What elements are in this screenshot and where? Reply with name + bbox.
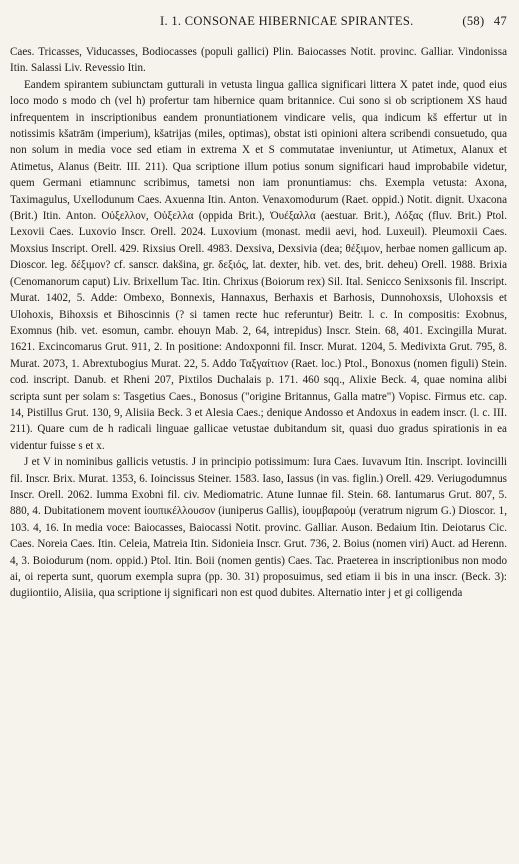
paragraph-3: J et V in nominibus gallicis vetustis. J in principio potissimum: Iura Caes. Iuvavum Itin. Inscript. Iovincilli fil. Inscr. Brix. Murat. 1353, 6. Ioincissus Steiner. 1583. Iaso, Iassus (in vas. figlin.) Orell. 429. Veriugodumnus Inscr. Orell. 2062. Iumma Exobni fil. civ. Mediomatric. Atune Iunnae fil. Stein. 68. Iantumarus Grut. 807, 5. 880, 4. Dubitationem movent ἰουπικέλλουσον (iuniperus Gallis), ἰουμβαρούμ (veratrum nigrum G.) Dioscor. 1, 103. 4, 16. In media voce: Baiocasses, Baiocassi Notit. provinc. Galliar. Auson. Bedaium Itin. Deiotarus Cic. Caes. Noreia Caes. Itin. Celeia, Matreia Itin. Sidonieia Inscr. Grut. 736, 2. Boius (nomen viri) Auct. ad Herenn. 4, 3. Boiodurum (nom. oppid.) Ptol. Itin. Boii (nomen gentis) Caes. Tac. Praeterea in inscriptionibus non modo ai, oi reperta sunt, quorum exempla supra (pp. 30. 31) proposuimus, sed etiam ii bis in una inscr. (Beck. 3): dugiiontiio, Alisiia, qua scriptione ij significari non est quod dubites. Alternatio inter j et gi colligenda [10,456,507,600]
page-numbers [456,14,507,29]
running-title: I. 1. CONSONAE HIBERNICAE SPIRANTES. [160,14,414,28]
body-text [10,44,507,602]
paragraph-1: Caes. Tricasses, Viducasses, Bodiocasses (populi gallici) Plin. Baiocasses Notit. provinc. Galliar. Vindonissa Itin. Salassi Liv. Revessio Itin. [10,46,507,75]
folio-number: (58) [462,14,485,28]
page-number: 47 [493,14,507,28]
running-header [10,14,507,38]
paragraph-2: Eandem spirantem subiunctam gutturali in vetusta lingua gallica significari littera X patet inde, quod eius loco modo s modo ch (vel h) profertur tam hibernice quam britannice. Cui sono si ob scriptionem XS haud infrequentem in inscriptionibus eandem pronuntiationem vindicare velis, qua indicum kš effertur ut in notissimis kšatrām (imperium), kšatrijas (miles, optimas), obstat isti opinioni altera scribendi consuetudo, qua non solum in media voce sed etiam in extrema X et S commutatae inveniuntur, ut Atimetux, Alanux et Atimetus, Alanus (Beitr. III. 211). Qua scriptione illum potius sonum significari haud improbabile videtur, quem Germani etiamnunc scribimus, tametsi non iam pronuntiamus: chs. Exempla vetusta: Axona, Taximagulus, Uxellodunum Caes. Axuenna Itin. Anton. Venaxomodurum (Raet. oppid.) Notit. dignit. Uxacona (Brit.) Itin. Anton. Οὐξελλον, Οὐξελλα (oppida Brit.), Ὀυέξαλλα (aestuar. Brit.), Λόξας (fluv. Brit.) Ptol. Lexovii Caes. Luxovio Inscr. Orell. 2024. Luxovium (monast. medii aevi, hod. Luxeuil). Pleumoxii Caes. Moxsius Inscript. Orell. 429. Rixsius Orell. 4983. Dexsiva, Dexsivia (dea; θέξιμον, herbae nomen gallicum ap. Dioscor. leg. δέξιμον? cf. sanscr. dakšina, gr. δεξιός, lat. dexter, hib. vet. des, brit. deheu) Orell. 1988. Brixia (Cenomanorum caput) Liv. Brixellum Tac. Itin. Chrixus (Boiorum rex) Sil. Ital. Senicco Senixsonis fil. Inscript. Murat. 1402, 5. Adde: Ombexo, Bonnexis, Hannaxus, Berhaxis et Barhosis, Dunnohoxsis, Ulohoxsis et Ulohoxis, Bihoxsis et Bihoscinnis (? si tamen recte huc referuntur) Beitr. l. c. In compositis: Exobnus, Exomnus (hib. vet. esomun, cambr. ehouyn Mab. 2, 64, intrepidus) Inscr. Stein. 68, 401. Excingilla Murat. 1621. Excincomarus Grut. 911, 2. In positione: Andoxponni fil. Inscr. Murat. 1204, 5. Medivixta Grut. 795, 8. Murat. 2073, 1. Abrextubogius Murat. 22, 5. Addo Ταξγαίτιον (Raet. loc.) Ptol., Bonoxus (nomen figuli) Stein. cod. inscript. Danub. et Rheni 207, Pixtilos Duchalais p. 171. 460 sqq., Alixie Beck. 4, quae nomina alibi scripta sunt per solam s: Tasgetius Caes., Bonosus ("origine Britannus, Galla matre") Vopisc. Firmus etc. cap. 14, Pistillus Grut. 130, 9, Alisiia Beck. 3 et Alesia Caes.; denique Andosso et Andoxus in eadem inscr. (l. c. III. 211). Quare cum de h radicali linguae gallicae vetustae dubitandum sit, quasi duo gradus spirationis in ea videntur fuisse s et x. [10,78,507,452]
